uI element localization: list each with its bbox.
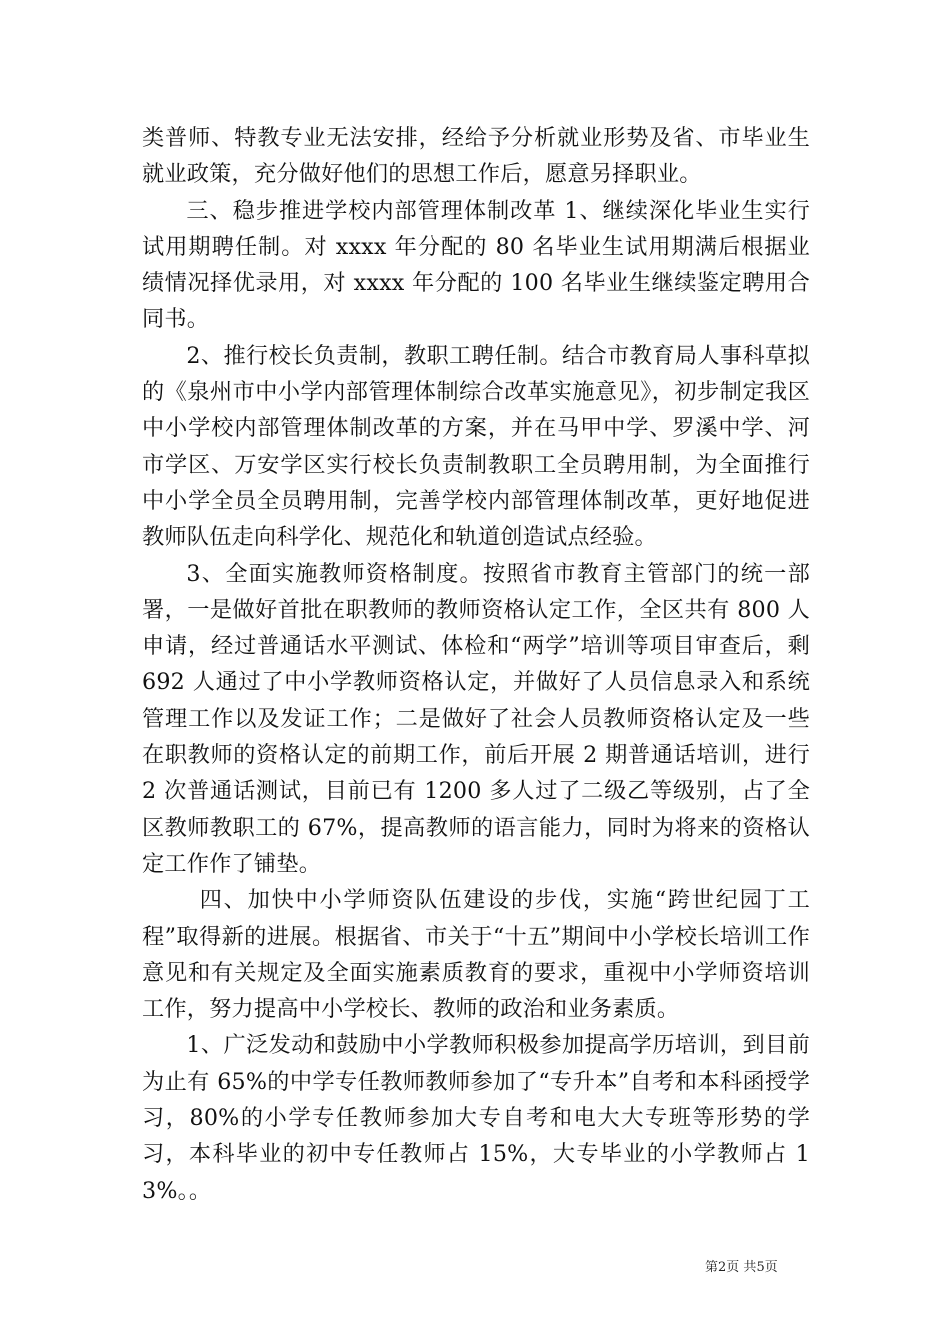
page-label-prefix: 第 — [705, 1260, 719, 1275]
paragraph-teacher-team-building: 四、加快中小学师资队伍建设的步伐，实施“跨世纪园丁工程”取得新的进展。根据省、市关于“十五”期间中小学校长培训工作意见和有关规定及全面实施素质教育的要求，重视中小学师资培训工作，努力提高中小学校长、教师的政治和业务素质。 — [142, 887, 810, 1023]
document-body — [142, 120, 810, 1209]
paragraph-principal-responsibility: 2、推行校长负责制，教职工聘任制。结合市教育局人事科草拟的《泉州市中小学内部管理体制综合改革实施意见》，初步制定我区中小学校内部管理体制改革的方案，并在马甲中学、罗溪中学、河市学区、万安学区实行校长负责制教职工全员聘用制，为全面推行中小学全员全员聘用制，完善学校内部管理体制改革，更好地促进教师队伍走向科学化、规范化和轨道创造试点经验。 — [142, 342, 810, 551]
paragraph-teacher-qualification: 3、全面实施教师资格制度。按照省市教育主管部门的统一部署，一是做好首批在职教师的教师资格认定工作，全区共有 800 人申请，经过普通话水平测试、体检和“两学”培训等项目审查后，剩 692 人通过了中小学教师资格认定，并做好了人员信息录入和系统管理工作以及发证工作；二是做好了社会人员教师资格认定及一些在职教师的资格认定的前期工作，前后开展 2 期普通话培训，进行 2 次普通话测试，目前已有 1200 多人过了二级乙等级别，占了全区教师教职工的 67%，提高教师的语言能力，同时为将来的资格认定工作作了铺垫。 — [142, 560, 810, 877]
paragraph-employment-policy: 类普师、特教专业无法安排，经给予分析就业形势及省、市毕业生就业政策，充分做好他们的思想工作后，愿意另择职业。 — [142, 125, 810, 188]
total-page-number: 5 — [756, 1260, 765, 1275]
page-label-middle: 页 共 — [726, 1260, 757, 1275]
current-page-number: 2 — [718, 1260, 727, 1275]
page-number-footer — [705, 1256, 778, 1275]
page-label-suffix: 页 — [764, 1260, 778, 1275]
paragraph-management-reform: 三、稳步推进学校内部管理体制改革 1、继续深化毕业生实行试用期聘任制。对 xxxx 年分配的 80 名毕业生试用期满后根据业绩情况择优录用，对 xxxx 年分配的 100 名毕业生继续鉴定聘用合同书。 — [142, 197, 810, 333]
paragraph-degree-training: 1、广泛发动和鼓励中小学教师积极参加提高学历培训，到目前为止有 65%的中学专任教师教师参加了“专升本”自考和本科函授学习，80%的小学专任教师参加大专自考和电大大专班等形势的学习，本科毕业的初中专任教师占 15%，大专毕业的小学教师占 13%。。 — [142, 1032, 810, 1204]
